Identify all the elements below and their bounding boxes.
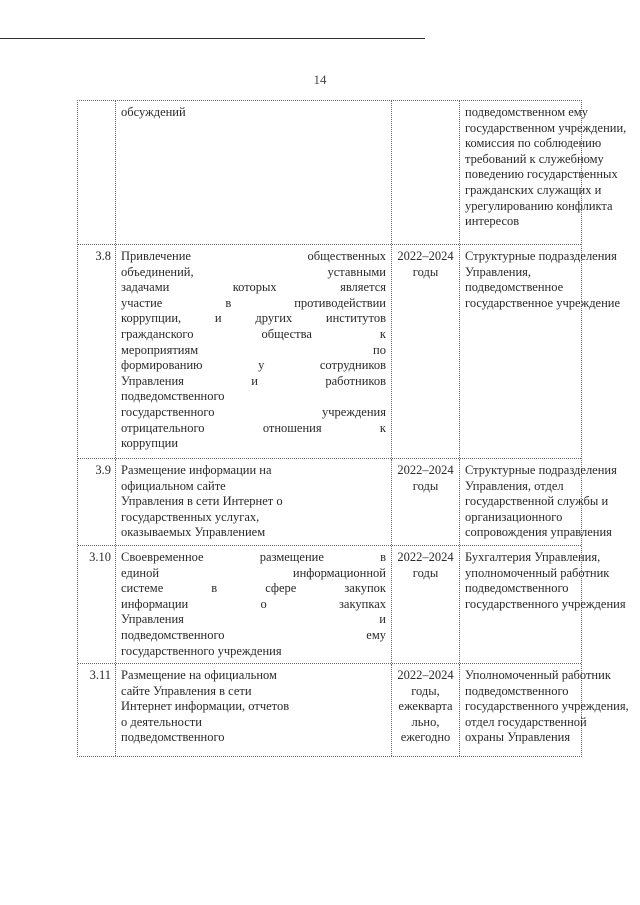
table-row	[78, 545, 626, 663]
term-line: годы,	[411, 683, 440, 698]
responsible-line: подведомственное	[465, 280, 564, 295]
action-line: Интернет информации, отчетов	[121, 699, 290, 714]
row-number: 3.10	[89, 550, 111, 564]
action-line: объединений, уставными	[121, 264, 386, 279]
action-line: подведомственного	[121, 730, 225, 745]
action-line: коррупции, и других институтов	[121, 311, 386, 326]
action-cell	[115, 546, 391, 663]
responsible-cell	[459, 459, 617, 545]
responsible-line: государственного учреждения,	[465, 699, 629, 714]
responsible-line: подведомственного	[465, 581, 569, 596]
responsible-line: охраны Управления	[465, 730, 571, 745]
term-line: ежегодно	[400, 730, 451, 745]
action-line: подведомственного	[121, 389, 225, 404]
responsible-line: государственной службы и	[465, 494, 609, 509]
responsible-line: требований к служебному	[465, 151, 604, 166]
responsible-line: государственного учреждения	[465, 596, 626, 611]
responsible-cell	[459, 546, 626, 663]
action-line: Привлечение общественных	[121, 249, 386, 263]
responsible-line: подведомственном ему	[465, 105, 588, 119]
responsible-line: гражданских служащих и	[465, 182, 602, 197]
action-line: государственных услугах,	[121, 509, 260, 524]
action-line: о деятельности	[121, 714, 202, 729]
action-line: гражданского общества к	[121, 326, 386, 341]
action-cell	[115, 664, 391, 756]
term-cell	[391, 101, 459, 244]
action-cell	[115, 459, 391, 545]
responsible-line: подведомственного	[465, 683, 569, 698]
responsible-line: Уполномоченный работник	[465, 668, 611, 682]
responsible-line: государственное учреждение	[465, 295, 621, 310]
measures-table	[77, 100, 629, 757]
term-cell	[391, 664, 459, 756]
action-line: Управления и работников	[121, 373, 386, 388]
responsible-cell	[459, 101, 627, 244]
responsible-line: организационного	[465, 509, 563, 524]
action-line: сайте Управления в сети	[121, 683, 252, 698]
row-number: 3.11	[89, 668, 111, 682]
row-number: 3.8	[95, 249, 111, 263]
responsible-cell	[459, 245, 621, 458]
term-cell	[391, 459, 459, 545]
term-line: 2022–2024	[397, 550, 454, 564]
responsible-line: отдел государственной	[465, 714, 587, 729]
term-cell	[391, 546, 459, 663]
term-line: ежекварта	[398, 699, 453, 714]
responsible-cell	[459, 664, 629, 756]
action-cell	[115, 101, 391, 244]
responsible-line: Управления, отдел	[465, 478, 564, 493]
page-number: 14	[313, 72, 327, 87]
row-number: 3.9	[95, 463, 111, 477]
table-row	[78, 663, 629, 756]
table-row	[78, 244, 621, 458]
action-line: единой информационной	[121, 565, 386, 580]
responsible-line: урегулированию конфликта	[465, 198, 613, 213]
responsible-line: Бухгалтерия Управления,	[465, 550, 601, 564]
action-line: отрицательного отношения к	[121, 420, 386, 435]
action-line: обсуждений	[121, 105, 186, 119]
action-line: информации о закупках	[121, 596, 386, 611]
term-line: годы	[412, 264, 439, 279]
action-line: государственного учреждения	[121, 404, 386, 419]
responsible-line: Структурные подразделения	[465, 463, 617, 477]
action-line: Размещение информации на	[121, 463, 272, 477]
action-cell	[115, 245, 391, 458]
responsible-line: Структурные подразделения	[465, 249, 617, 263]
term-line: 2022–2024	[397, 668, 454, 682]
table-row	[78, 458, 617, 545]
responsible-line: интересов	[465, 214, 520, 229]
action-line: задачами которых является	[121, 280, 386, 295]
header-rule	[0, 38, 425, 39]
term-line: 2022–2024	[397, 249, 454, 263]
action-line: Своевременное размещение в	[121, 550, 386, 564]
action-line: участие в противодействии	[121, 295, 386, 310]
action-line: государственного учреждения	[121, 643, 282, 658]
term-line: льно,	[411, 714, 440, 729]
table-row	[78, 101, 627, 244]
responsible-line: Управления,	[465, 264, 532, 279]
responsible-line: сопровождения управления	[465, 525, 612, 540]
action-line: коррупции	[121, 436, 179, 451]
action-line: формированию у сотрудников	[121, 358, 386, 373]
action-line: подведомственного ему	[121, 627, 386, 642]
responsible-line: государственном учреждении,	[465, 120, 627, 135]
responsible-line: уполномоченный работник	[465, 565, 610, 580]
responsible-line: комиссия по соблюдению	[465, 136, 602, 151]
action-line: Управления в сети Интернет о	[121, 494, 283, 509]
action-line: оказываемых Управлением	[121, 525, 266, 540]
action-line: мероприятиям по	[121, 342, 386, 357]
term-line: 2022–2024	[397, 463, 454, 477]
term-cell	[391, 245, 459, 458]
term-line: годы	[412, 478, 439, 493]
action-line: Управления и	[121, 612, 386, 627]
action-line: Размещение на официальном	[121, 668, 277, 682]
responsible-line: поведению государственных	[465, 167, 618, 182]
term-line: годы	[412, 565, 439, 580]
action-line: системе в сфере закупок	[121, 581, 386, 596]
row-number	[78, 101, 115, 244]
action-line: официальном сайте	[121, 478, 226, 493]
